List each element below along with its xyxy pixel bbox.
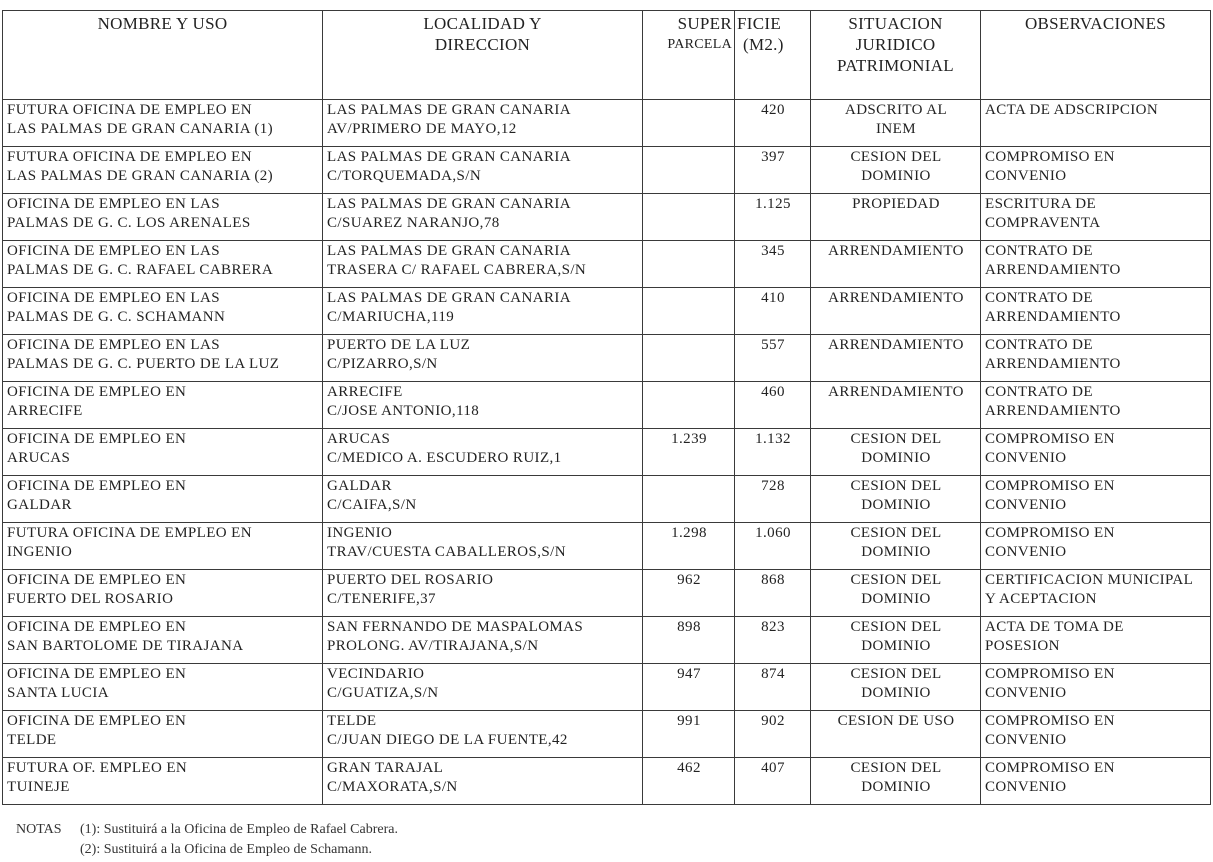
cell-superficie-parcela [643,100,735,147]
cell-situacion: CESION DEL DOMINIO [811,523,981,570]
cell-superficie-m2: 460 [735,382,811,429]
cell-localidad: GRAN TARAJAL C/MAXORATA,S/N [323,758,643,805]
cell-situacion: CESION DEL DOMINIO [811,476,981,523]
cell-situacion: CESION DEL DOMINIO [811,617,981,664]
cell-nombre: OFICINA DE EMPLEO EN GALDAR [3,476,323,523]
cell-superficie-m2: 345 [735,241,811,288]
cell-superficie-parcela [643,382,735,429]
table-row [3,711,1211,758]
cell-localidad: VECINDARIO C/GUATIZA,S/N [323,664,643,711]
cell-localidad: LAS PALMAS DE GRAN CANARIA C/TORQUEMADA,S/N [323,147,643,194]
cell-observaciones: COMPROMISO EN CONVENIO [981,147,1211,194]
cell-localidad: TELDE C/JUAN DIEGO DE LA FUENTE,42 [323,711,643,758]
cell-superficie-parcela: 962 [643,570,735,617]
cell-situacion: CESION DEL DOMINIO [811,664,981,711]
cell-localidad: LAS PALMAS DE GRAN CANARIA TRASERA C/ RAFAEL CABRERA,S/N [323,241,643,288]
cell-nombre: FUTURA OFICINA DE EMPLEO EN INGENIO [3,523,323,570]
table-body [3,100,1211,805]
cell-localidad: LAS PALMAS DE GRAN CANARIA C/MARIUCHA,119 [323,288,643,335]
cell-superficie-parcela: 462 [643,758,735,805]
cell-situacion: ARRENDAMIENTO [811,241,981,288]
header-superficie-m2: FICIE (M2.) [735,11,811,100]
header-nombre: NOMBRE Y USO [3,11,323,100]
cell-superficie-m2: 868 [735,570,811,617]
cell-nombre: OFICINA DE EMPLEO EN FUERTO DEL ROSARIO [3,570,323,617]
cell-nombre: OFICINA DE EMPLEO EN SAN BARTOLOME DE TIRAJANA [3,617,323,664]
cell-observaciones: ACTA DE ADSCRIPCION [981,100,1211,147]
table-row [3,476,1211,523]
cell-nombre: OFICINA DE EMPLEO EN LAS PALMAS DE G. C. SCHAMANN [3,288,323,335]
table-row [3,523,1211,570]
cell-localidad: PUERTO DEL ROSARIO C/TENERIFE,37 [323,570,643,617]
notes [16,820,398,860]
cell-nombre: OFICINA DE EMPLEO EN LAS PALMAS DE G. C. PUERTO DE LA LUZ [3,335,323,382]
cell-observaciones: COMPROMISO EN CONVENIO [981,429,1211,476]
cell-observaciones: COMPROMISO EN CONVENIO [981,664,1211,711]
inventory-table [2,10,1211,805]
cell-observaciones: COMPROMISO EN CONVENIO [981,523,1211,570]
cell-observaciones: CONTRATO DE ARRENDAMIENTO [981,382,1211,429]
cell-superficie-m2: 823 [735,617,811,664]
cell-superficie-m2: 1.132 [735,429,811,476]
note-1: NOTAS (1): Sustituirá a la Oficina de Empleo de Rafael Cabrera. [16,820,398,840]
cell-situacion: CESION DE USO [811,711,981,758]
cell-nombre: FUTURA OF. EMPLEO EN TUINEJE [3,758,323,805]
cell-situacion: CESION DEL DOMINIO [811,429,981,476]
cell-superficie-parcela: 947 [643,664,735,711]
cell-localidad: ARRECIFE C/JOSE ANTONIO,118 [323,382,643,429]
cell-superficie-parcela: 898 [643,617,735,664]
table-header [3,11,1211,100]
cell-situacion: PROPIEDAD [811,194,981,241]
cell-superficie-parcela [643,194,735,241]
cell-observaciones: COMPROMISO EN CONVENIO [981,758,1211,805]
cell-localidad: SAN FERNANDO DE MASPALOMAS PROLONG. AV/TIRAJANA,S/N [323,617,643,664]
table-row [3,570,1211,617]
cell-superficie-parcela: 991 [643,711,735,758]
cell-superficie-m2: 1.125 [735,194,811,241]
cell-situacion: ADSCRITO AL INEM [811,100,981,147]
cell-superficie-parcela: 1.239 [643,429,735,476]
cell-localidad: INGENIO TRAV/CUESTA CABALLEROS,S/N [323,523,643,570]
cell-observaciones: CERTIFICACION MUNICIPAL Y ACEPTACION [981,570,1211,617]
cell-superficie-m2: 728 [735,476,811,523]
cell-superficie-m2: 420 [735,100,811,147]
cell-situacion: CESION DEL DOMINIO [811,758,981,805]
cell-superficie-m2: 397 [735,147,811,194]
note-2: (2): Sustituirá a la Oficina de Empleo de Schamann. [80,842,372,857]
cell-observaciones: COMPROMISO EN CONVENIO [981,476,1211,523]
cell-superficie-parcela: 1.298 [643,523,735,570]
cell-localidad: LAS PALMAS DE GRAN CANARIA AV/PRIMERO DE MAYO,12 [323,100,643,147]
cell-nombre: OFICINA DE EMPLEO EN TELDE [3,711,323,758]
table-row [3,758,1211,805]
cell-nombre: FUTURA OFICINA DE EMPLEO EN LAS PALMAS DE GRAN CANARIA (2) [3,147,323,194]
cell-superficie-m2: 1.060 [735,523,811,570]
table-row [3,194,1211,241]
cell-superficie-parcela [643,241,735,288]
table-row [3,100,1211,147]
header-situacion: SITUACION JURIDICO PATRIMONIAL [811,11,981,100]
cell-observaciones: COMPROMISO EN CONVENIO [981,711,1211,758]
cell-situacion: ARRENDAMIENTO [811,288,981,335]
cell-nombre: OFICINA DE EMPLEO EN ARRECIFE [3,382,323,429]
cell-localidad: GALDAR C/CAIFA,S/N [323,476,643,523]
cell-nombre: OFICINA DE EMPLEO EN LAS PALMAS DE G. C. RAFAEL CABRERA [3,241,323,288]
cell-situacion: CESION DEL DOMINIO [811,147,981,194]
cell-nombre: OFICINA DE EMPLEO EN LAS PALMAS DE G. C. LOS ARENALES [3,194,323,241]
table-row [3,241,1211,288]
cell-situacion: ARRENDAMIENTO [811,382,981,429]
table-row [3,288,1211,335]
table-row [3,429,1211,476]
cell-localidad: LAS PALMAS DE GRAN CANARIA C/SUAREZ NARANJO,78 [323,194,643,241]
table-row [3,617,1211,664]
cell-superficie-m2: 557 [735,335,811,382]
cell-situacion: ARRENDAMIENTO [811,335,981,382]
cell-superficie-m2: 407 [735,758,811,805]
cell-observaciones: CONTRATO DE ARRENDAMIENTO [981,288,1211,335]
cell-nombre: FUTURA OFICINA DE EMPLEO EN LAS PALMAS DE GRAN CANARIA (1) [3,100,323,147]
cell-nombre: OFICINA DE EMPLEO EN SANTA LUCIA [3,664,323,711]
table-row [3,147,1211,194]
table-row [3,335,1211,382]
cell-superficie-m2: 410 [735,288,811,335]
cell-superficie-m2: 902 [735,711,811,758]
header-localidad: LOCALIDAD Y DIRECCION [323,11,643,100]
table-row [3,664,1211,711]
cell-observaciones: CONTRATO DE ARRENDAMIENTO [981,241,1211,288]
header-superficie-parcela: SUPER PARCELA [643,11,735,100]
cell-superficie-m2: 874 [735,664,811,711]
cell-superficie-parcela [643,288,735,335]
cell-superficie-parcela [643,147,735,194]
cell-localidad: PUERTO DE LA LUZ C/PIZARRO,S/N [323,335,643,382]
cell-superficie-parcela [643,476,735,523]
cell-nombre: OFICINA DE EMPLEO EN ARUCAS [3,429,323,476]
table-row [3,382,1211,429]
cell-observaciones: CONTRATO DE ARRENDAMIENTO [981,335,1211,382]
cell-situacion: CESION DEL DOMINIO [811,570,981,617]
cell-localidad: ARUCAS C/MEDICO A. ESCUDERO RUIZ,1 [323,429,643,476]
cell-superficie-parcela [643,335,735,382]
cell-observaciones: ESCRITURA DE COMPRAVENTA [981,194,1211,241]
notes-label: NOTAS [16,822,62,837]
cell-observaciones: ACTA DE TOMA DE POSESION [981,617,1211,664]
header-observaciones: OBSERVACIONES [981,11,1211,100]
